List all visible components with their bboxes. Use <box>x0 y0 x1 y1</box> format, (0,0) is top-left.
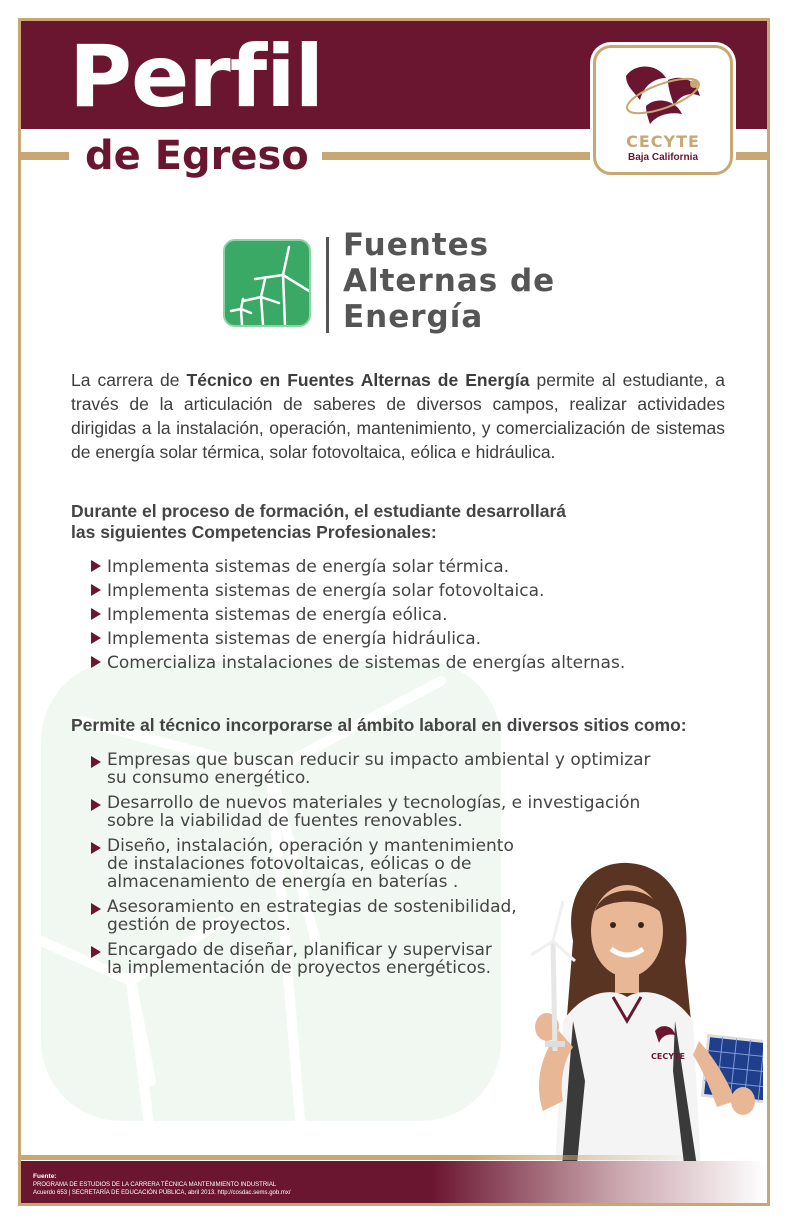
heading-line: Durante el proceso de formación, el estudiante desarrollará <box>71 501 567 521</box>
list-item: Implementa sistemas de energía solar fotovoltaica. <box>89 579 709 603</box>
footer-line: PROGRAMA DE ESTUDIOS DE LA CARRERA TÉCNICA MANTENIMIENTO INDUSTRIAL <box>33 1182 277 1188</box>
item-line: Empresas que buscan reducir su impacto ambiental y optimizar <box>107 750 651 770</box>
logo-name: CECYTE <box>626 132 700 151</box>
career-name <box>343 227 643 335</box>
list-item: Comercializa instalaciones de sistemas de energías alternas. <box>89 651 709 675</box>
item-line: sobre la viabilidad de fuentes renovables. <box>107 811 463 831</box>
item-line: almacenamiento de energía en baterías . <box>107 872 459 892</box>
gold-divider <box>21 152 69 160</box>
intro-text: permite al estudiante, a través de la articulación de saberes de diversos campos, realizar actividades dirigidas a la instalación, operación, mantenimiento, y comercialización de sistemas de energía solar térmica, solar fotovoltaica, eólica e hidráulica. <box>71 370 725 462</box>
gold-divider <box>322 152 590 160</box>
item-line: de instalaciones fotovoltaicas, eólicas o de <box>107 854 472 874</box>
item-line: Desarrollo de nuevos materiales y tecnologías, e investigación <box>107 793 641 813</box>
page-title: Perfil <box>69 27 324 127</box>
intro-text: La carrera de <box>71 370 187 390</box>
career-divider <box>326 237 329 333</box>
gold-divider <box>729 152 770 160</box>
intro-paragraph <box>71 368 725 464</box>
career-name-line: Energía <box>343 299 484 335</box>
laboral-heading: Permite al técnico incorporarse al ámbito laboral en diversos sitios como: <box>71 715 687 735</box>
career-name-line: Alternas de <box>343 263 556 299</box>
list-item: Implementa sistemas de energía hidráulica. <box>89 627 709 651</box>
competencias-heading <box>71 501 725 543</box>
cecyte-logo <box>593 45 733 175</box>
list-item <box>89 751 709 787</box>
footer-divider <box>21 1155 767 1160</box>
item-line: la implementación de proyectos energéticos. <box>107 958 492 978</box>
page-subtitle: de Egreso <box>85 133 309 179</box>
item-line: gestión de proyectos. <box>107 915 291 935</box>
list-item <box>89 794 709 830</box>
shirt-logo: CECYTE <box>651 1052 685 1061</box>
career-name-line: Fuentes <box>343 227 490 263</box>
logo-region: Baja California <box>627 152 699 163</box>
list-item: Implementa sistemas de energía solar térmica. <box>89 555 709 579</box>
item-line: Diseño, instalación, operación y mantenimiento <box>107 836 514 856</box>
wind-turbine-icon <box>223 239 311 327</box>
intro-career-name: Técnico en Fuentes Alternas de Energía <box>186 370 530 390</box>
heading-line: las siguientes Competencias Profesionales: <box>71 522 437 542</box>
item-line: Encargado de diseñar, planificar y supervisar <box>107 940 492 960</box>
list-item: Implementa sistemas de energía eólica. <box>89 603 709 627</box>
footer-label: Fuente: <box>33 1173 57 1180</box>
footer-line: Acuerdo 653 | SECRETARÍA DE EDUCACIÓN PÚBLICA, abril 2013. http://cosdac.sems.gob.mx/ <box>33 1190 291 1196</box>
item-line: su consumo energético. <box>107 768 311 788</box>
poster-frame <box>18 18 770 1206</box>
student-photo <box>503 851 763 1206</box>
source-footer <box>33 1173 513 1197</box>
item-line: Asesoramiento en estrategias de sostenibilidad, <box>107 897 517 917</box>
cecyte-emblem-icon <box>596 48 730 132</box>
competencias-list <box>89 555 709 675</box>
